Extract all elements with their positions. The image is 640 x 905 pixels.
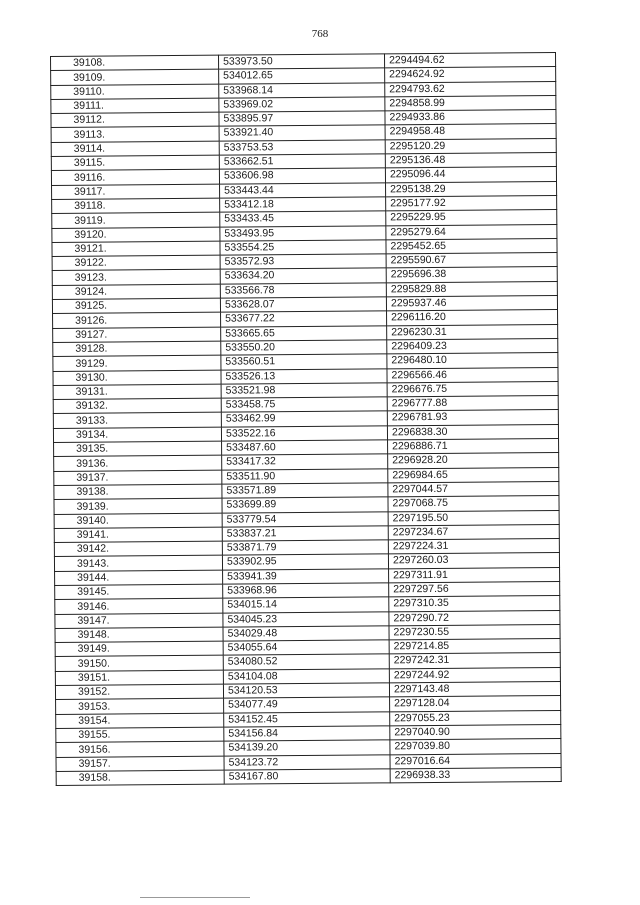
point-number-cell: 39121.	[52, 241, 220, 257]
x-coordinate-cell: 533779.54	[222, 511, 388, 527]
x-coordinate-cell: 533968.14	[219, 82, 385, 98]
x-coordinate-cell: 534152.45	[224, 712, 390, 728]
point-number-cell: 39140.	[54, 513, 222, 529]
x-coordinate-cell: 534104.08	[223, 669, 389, 685]
point-number-cell: 39133.	[53, 413, 221, 429]
y-coordinate-cell: 2297040.90	[390, 724, 561, 740]
point-number-cell: 39130.	[53, 370, 221, 386]
x-coordinate-cell: 533871.79	[222, 540, 388, 556]
x-coordinate-cell: 534139.20	[224, 740, 390, 756]
y-coordinate-cell: 2296566.46	[387, 367, 558, 383]
point-number-cell: 39120.	[52, 227, 220, 243]
point-number-cell: 39152.	[55, 684, 223, 700]
x-coordinate-cell: 533968.96	[223, 583, 389, 599]
x-coordinate-cell: 533443.44	[220, 183, 386, 199]
y-coordinate-cell: 2294494.62	[384, 53, 555, 69]
point-number-cell: 39150.	[55, 656, 223, 672]
y-coordinate-cell: 2297195.50	[388, 510, 559, 526]
x-coordinate-cell: 534077.49	[224, 697, 390, 713]
point-number-cell: 39158.	[56, 770, 224, 786]
y-coordinate-cell: 2295177.92	[386, 195, 557, 211]
point-number-cell: 39155.	[56, 727, 224, 743]
point-number-cell: 39128.	[53, 341, 221, 357]
y-coordinate-cell: 2295138.29	[386, 181, 557, 197]
y-coordinate-cell: 2297297.56	[389, 581, 560, 597]
point-number-cell: 39137.	[54, 470, 222, 486]
x-coordinate-cell: 534167.80	[224, 769, 390, 785]
x-coordinate-cell: 533417.32	[222, 454, 388, 470]
x-coordinate-cell: 533628.07	[220, 297, 386, 313]
point-number-cell: 39109.	[51, 69, 219, 85]
point-number-cell: 39131.	[53, 384, 221, 400]
y-coordinate-cell: 2296777.88	[387, 396, 558, 412]
y-coordinate-cell: 2296409.23	[387, 338, 558, 354]
table-row	[56, 767, 561, 785]
x-coordinate-cell: 533487.60	[222, 440, 388, 456]
y-coordinate-cell: 2296984.65	[388, 467, 559, 483]
x-coordinate-cell: 533412.18	[220, 197, 386, 213]
footer-line	[140, 897, 250, 898]
y-coordinate-cell: 2296781.93	[387, 410, 558, 426]
y-coordinate-cell: 2295937.46	[386, 296, 557, 312]
y-coordinate-cell: 2296838.30	[387, 424, 558, 440]
point-number-cell: 39114.	[51, 141, 219, 157]
point-number-cell: 39136.	[54, 455, 222, 471]
x-coordinate-cell: 533554.25	[220, 240, 386, 256]
x-coordinate-cell: 533511.90	[222, 468, 388, 484]
point-number-cell: 39129.	[53, 355, 221, 371]
point-number-cell: 39142.	[54, 541, 222, 557]
y-coordinate-cell: 2297039.80	[390, 739, 561, 755]
y-coordinate-cell: 2297311.91	[389, 567, 560, 583]
x-coordinate-cell: 533969.02	[219, 97, 385, 113]
x-coordinate-cell: 533522.16	[221, 426, 387, 442]
y-coordinate-cell: 2297234.67	[388, 524, 559, 540]
y-coordinate-cell: 2295096.44	[385, 167, 556, 183]
x-coordinate-cell: 534055.64	[223, 640, 389, 656]
x-coordinate-cell: 533941.39	[223, 569, 389, 585]
x-coordinate-cell: 534029.48	[223, 626, 389, 642]
y-coordinate-cell: 2295120.29	[385, 138, 556, 154]
point-number-cell: 39110.	[51, 84, 219, 100]
y-coordinate-cell: 2297143.48	[389, 682, 560, 698]
x-coordinate-cell: 534045.23	[223, 611, 389, 627]
y-coordinate-cell: 2297044.57	[388, 481, 559, 497]
point-number-cell: 39127.	[53, 327, 221, 343]
y-coordinate-cell: 2297230.55	[389, 624, 560, 640]
x-coordinate-cell: 534080.52	[223, 654, 389, 670]
x-coordinate-cell: 533572.93	[220, 254, 386, 270]
coordinates-table-container	[50, 52, 576, 786]
point-number-cell: 39153.	[56, 699, 224, 715]
point-number-cell: 39113.	[51, 127, 219, 143]
y-coordinate-cell: 2296676.75	[387, 381, 558, 397]
x-coordinate-cell: 533665.65	[221, 326, 387, 342]
point-number-cell: 39146.	[55, 598, 223, 614]
point-number-cell: 39148.	[55, 627, 223, 643]
x-coordinate-cell: 533699.89	[222, 497, 388, 513]
x-coordinate-cell: 533753.53	[219, 140, 385, 156]
y-coordinate-cell: 2294958.48	[385, 124, 556, 140]
point-number-cell: 39154.	[56, 713, 224, 729]
point-number-cell: 39147.	[55, 613, 223, 629]
y-coordinate-cell: 2294858.99	[385, 95, 556, 111]
y-coordinate-cell: 2297214.85	[389, 639, 560, 655]
x-coordinate-cell: 533606.98	[219, 168, 385, 184]
y-coordinate-cell: 2295279.64	[386, 224, 557, 240]
x-coordinate-cell: 533921.40	[219, 125, 385, 141]
x-coordinate-cell: 533571.89	[222, 483, 388, 499]
point-number-cell: 39116.	[51, 170, 219, 186]
y-coordinate-cell: 2296938.33	[390, 767, 561, 783]
x-coordinate-cell: 533560.51	[221, 354, 387, 370]
point-number-cell: 39156.	[56, 741, 224, 757]
x-coordinate-cell: 533973.50	[218, 54, 384, 70]
point-number-cell: 39123.	[52, 270, 220, 286]
point-number-cell: 39117.	[52, 184, 220, 200]
x-coordinate-cell: 533521.98	[221, 383, 387, 399]
point-number-cell: 39108.	[51, 55, 219, 71]
x-coordinate-cell: 533677.22	[221, 311, 387, 327]
x-coordinate-cell: 534156.84	[224, 726, 390, 742]
x-coordinate-cell: 534012.65	[219, 68, 385, 84]
point-number-cell: 39141.	[54, 527, 222, 543]
page-number: 768	[311, 28, 329, 40]
x-coordinate-cell: 533895.97	[219, 111, 385, 127]
x-coordinate-cell: 534123.72	[224, 754, 390, 770]
point-number-cell: 39119.	[52, 212, 220, 228]
y-coordinate-cell: 2295829.88	[386, 281, 557, 297]
y-coordinate-cell: 2296116.20	[387, 310, 558, 326]
x-coordinate-cell: 533462.99	[221, 411, 387, 427]
point-number-cell: 39134.	[53, 427, 221, 443]
point-number-cell: 39139.	[54, 498, 222, 514]
y-coordinate-cell: 2294624.92	[385, 67, 556, 83]
x-coordinate-cell: 533902.95	[222, 554, 388, 570]
x-coordinate-cell: 533837.21	[222, 526, 388, 542]
coordinates-table	[50, 52, 562, 786]
x-coordinate-cell: 534120.53	[223, 683, 389, 699]
point-number-cell: 39124.	[52, 284, 220, 300]
y-coordinate-cell: 2296928.20	[388, 453, 559, 469]
x-coordinate-cell: 533634.20	[220, 268, 386, 284]
x-coordinate-cell: 533433.45	[220, 211, 386, 227]
y-coordinate-cell: 2295229.95	[386, 210, 557, 226]
y-coordinate-cell: 2297068.75	[388, 496, 559, 512]
x-coordinate-cell: 533550.20	[221, 340, 387, 356]
y-coordinate-cell: 2295452.65	[386, 238, 557, 254]
y-coordinate-cell: 2296886.71	[388, 439, 559, 455]
y-coordinate-cell: 2296230.31	[387, 324, 558, 340]
point-number-cell: 39118.	[52, 198, 220, 214]
point-number-cell: 39111.	[51, 98, 219, 114]
y-coordinate-cell: 2295696.38	[386, 267, 557, 283]
point-number-cell: 39132.	[53, 398, 221, 414]
x-coordinate-cell: 533566.78	[220, 283, 386, 299]
y-coordinate-cell: 2297128.04	[390, 696, 561, 712]
point-number-cell: 39125.	[52, 298, 220, 314]
y-coordinate-cell: 2297310.35	[389, 596, 560, 612]
x-coordinate-cell: 533526.13	[221, 368, 387, 384]
point-number-cell: 39143.	[54, 556, 222, 572]
y-coordinate-cell: 2297224.31	[388, 539, 559, 555]
point-number-cell: 39144.	[55, 570, 223, 586]
x-coordinate-cell: 533493.95	[220, 225, 386, 241]
table-body	[51, 53, 562, 786]
y-coordinate-cell: 2294793.62	[385, 81, 556, 97]
x-coordinate-cell: 534015.14	[223, 597, 389, 613]
point-number-cell: 39138.	[54, 484, 222, 500]
point-number-cell: 39151.	[55, 670, 223, 686]
y-coordinate-cell: 2297242.31	[389, 653, 560, 669]
y-coordinate-cell: 2295136.48	[385, 153, 556, 169]
y-coordinate-cell: 2297016.64	[390, 753, 561, 769]
point-number-cell: 39112.	[51, 112, 219, 128]
point-number-cell: 39126.	[53, 313, 221, 329]
y-coordinate-cell: 2297290.72	[389, 610, 560, 626]
x-coordinate-cell: 533662.51	[219, 154, 385, 170]
point-number-cell: 39135.	[54, 441, 222, 457]
point-number-cell: 39122.	[52, 255, 220, 271]
y-coordinate-cell: 2296480.10	[387, 353, 558, 369]
point-number-cell: 39115.	[51, 155, 219, 171]
y-coordinate-cell: 2295590.67	[386, 253, 557, 269]
point-number-cell: 39149.	[55, 641, 223, 657]
y-coordinate-cell: 2297244.92	[389, 667, 560, 683]
y-coordinate-cell: 2297260.03	[388, 553, 559, 569]
y-coordinate-cell: 2294933.86	[385, 110, 556, 126]
y-coordinate-cell: 2297055.23	[390, 710, 561, 726]
x-coordinate-cell: 533458.75	[221, 397, 387, 413]
point-number-cell: 39145.	[55, 584, 223, 600]
point-number-cell: 39157.	[56, 756, 224, 772]
